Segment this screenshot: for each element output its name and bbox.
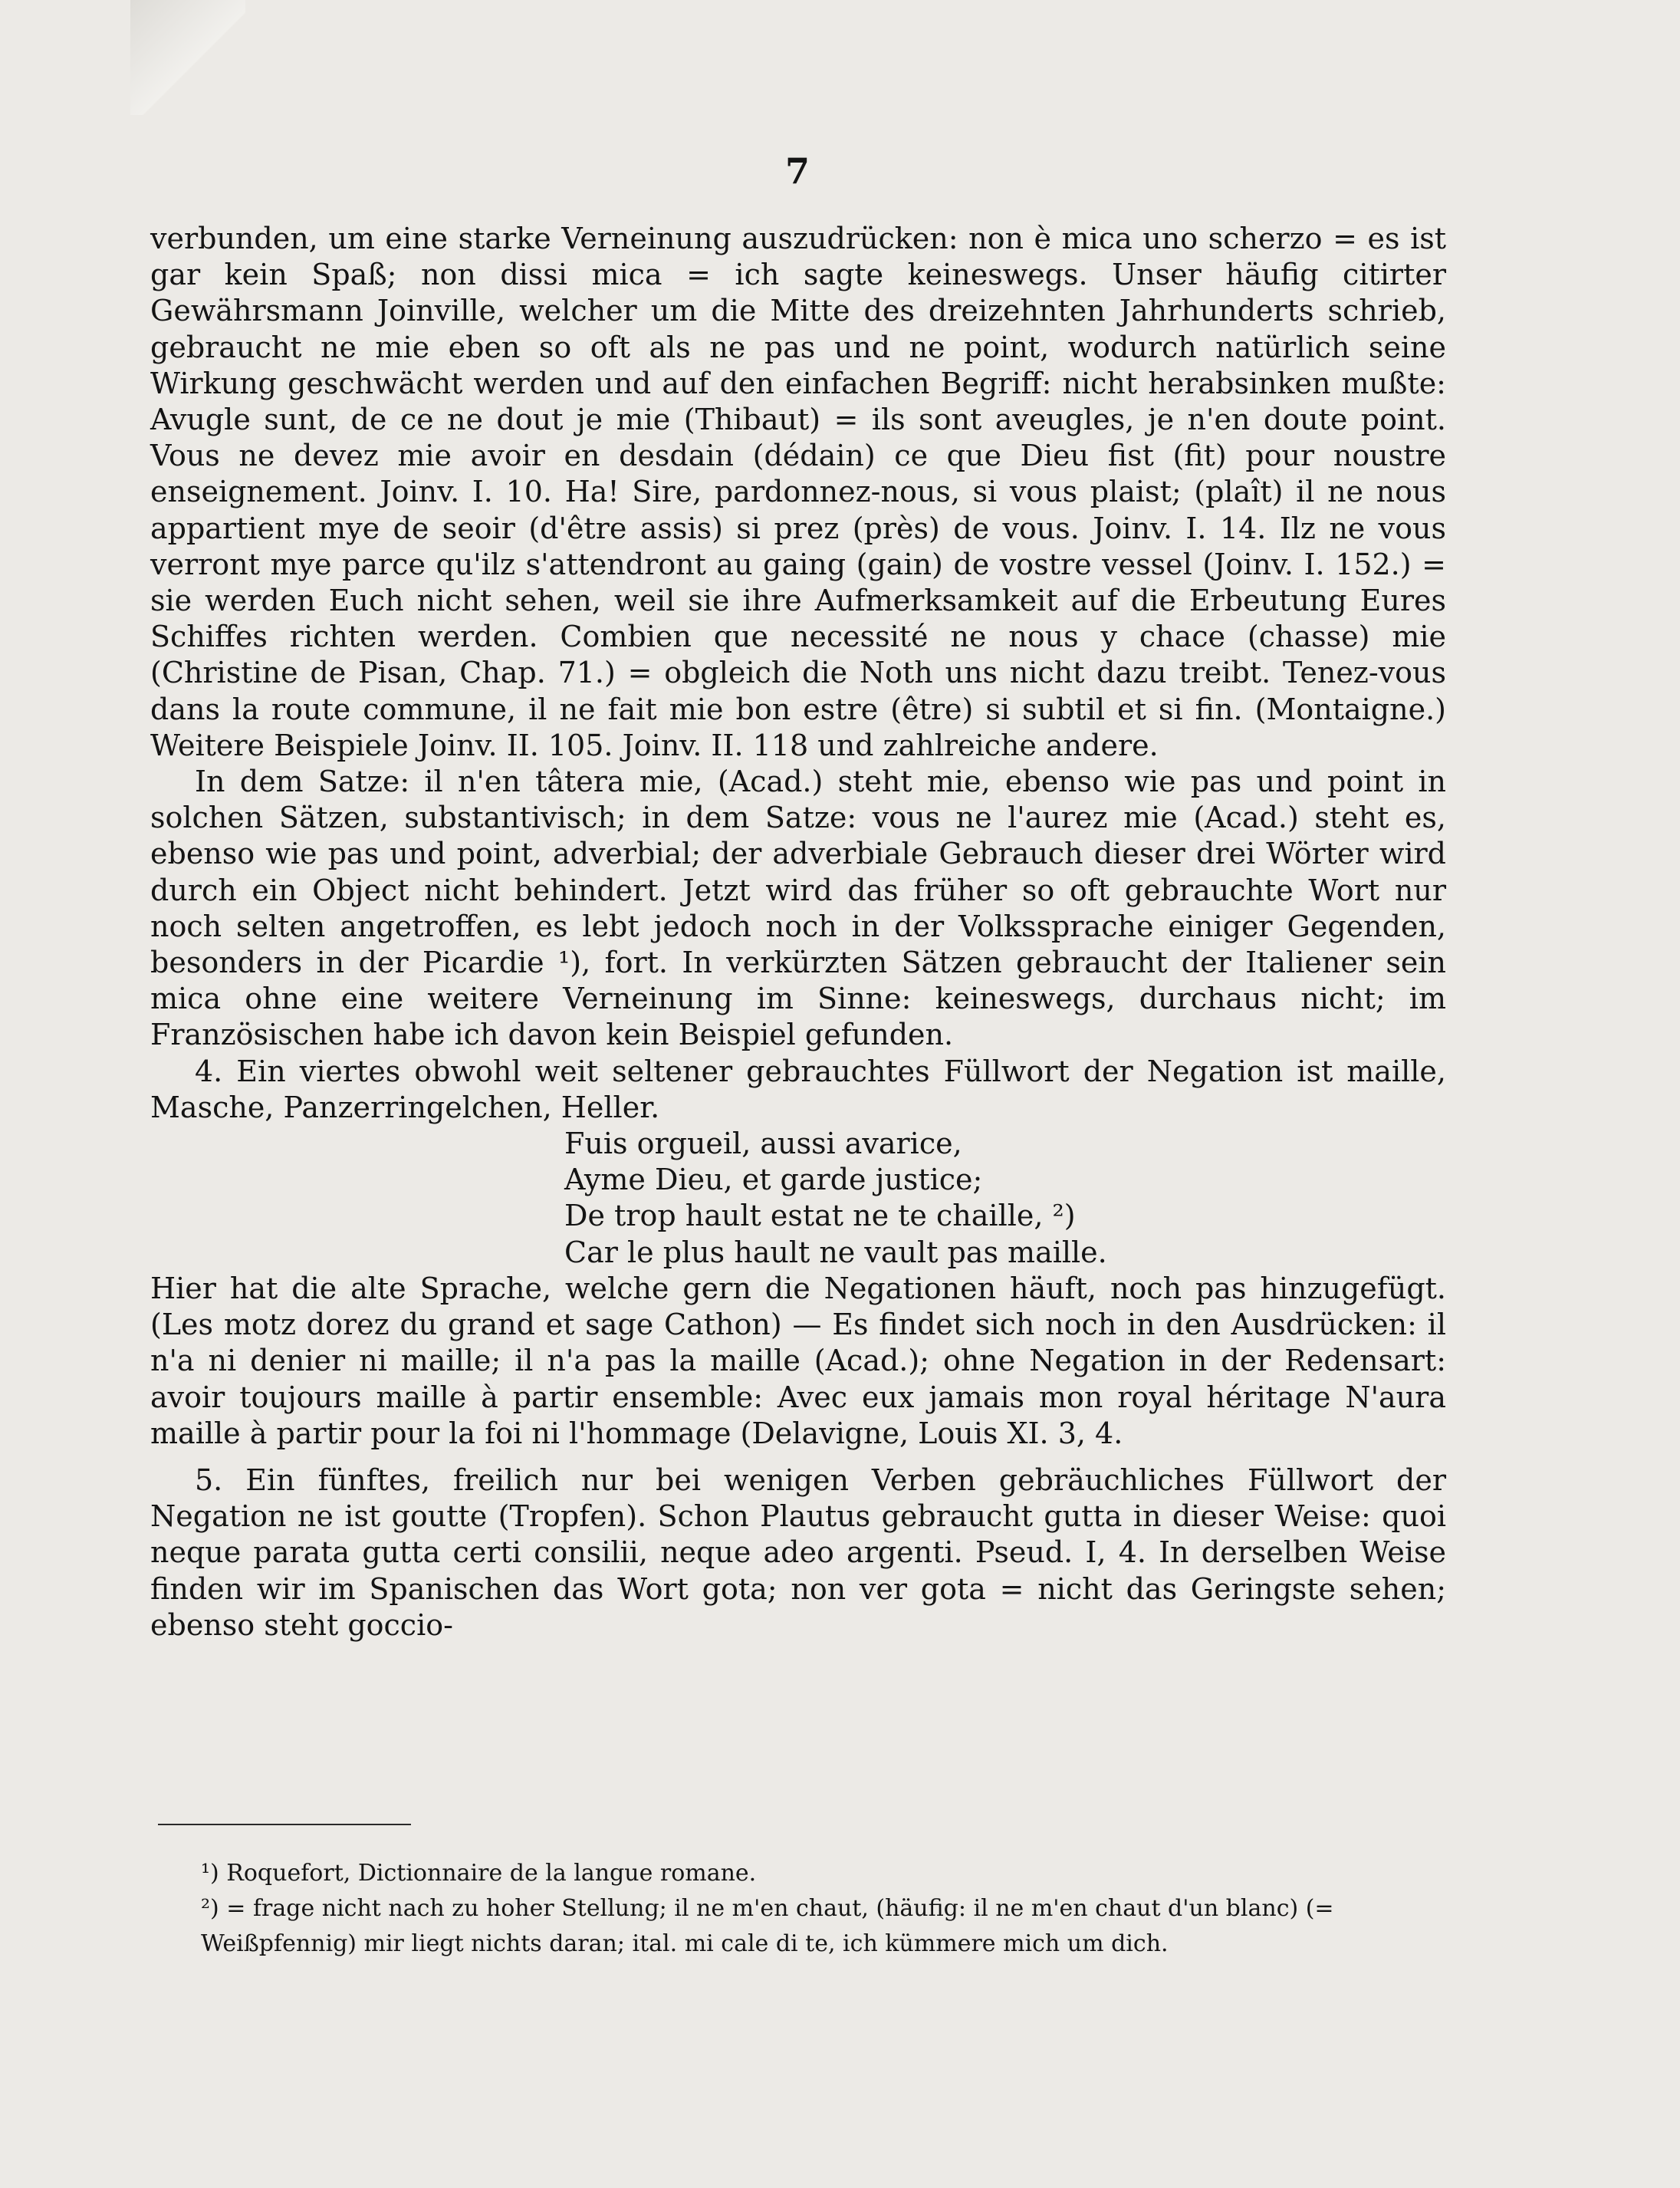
verse-quote xyxy=(150,1126,1446,1271)
paragraph-continuation: verbunden, um eine starke Verneinung auszudrücken: non è mica uno scherzo = es ist gar kein Spaß; non dissi mica = ich sagte keineswegs. Unser häufig citirter Gewährsmann Joinville, welcher um die Mitte des dreizehnten Jahrhunderts schrieb, gebraucht ne mie eben so oft als ne pas und ne point, wodurch natürlich seine Wirkung geschwächt werden und auf den einfachen Begriff: nicht herabsinken mußte: Avugle sunt, de ce ne dout je mie (Thibaut) = ils sont aveugles, je n'en doute point. Vous ne devez mie avoir en desdain (dédain) ce que Dieu fist (fit) pour noustre enseignement. Joinv. I. 10. Ha! Sire, pardonnez-nous, si vous plaist; (plaît) il ne nous appartient mye de seoir (d'être assis) si prez (près) de vous. Joinv. I. 14. Ilz ne vous verront mye parce qu'ilz s'attendront au gaing (gain) de vostre vessel (Joinv. I. 152.) = sie werden Euch nicht sehen, weil sie ihre Aufmerksamkeit auf die Erbeutung Eures Schiffes richten werden. Combien que necessité ne nous y chace (chasse) mie (Christine de Pisan, Chap. 71.) = obgleich die Noth uns nicht dazu treibt. Tenez-vous dans la route commune, il ne fait mie bon estre (être) si subtil et si fin. (Montaigne.) Weitere Beispiele Joinv. II. 105. Joinv. II. 118 und zahlreiche andere. xyxy=(150,222,1446,762)
verse-line: De trop hault estat ne te chaille, ²) xyxy=(564,1199,1076,1233)
verse-line: Fuis orgueil, aussi avarice, xyxy=(564,1127,962,1161)
footnotes xyxy=(158,1856,1446,1962)
paragraph-maille-intro: 4. Ein viertes obwohl weit seltener gebrauchtes Füllwort der Negation ist maille, Masche, Panzerringelchen, Heller. xyxy=(150,1054,1446,1124)
page-corner-stain xyxy=(130,0,245,115)
paragraph-maille-usage: Hier hat die alte Sprache, welche gern die Negationen häuft, noch pas hinzugefügt. (Les motz dorez du grand et sage Cathon) — Es findet sich noch in den Ausdrücken: il n'a ni denier ni maille; il n'a pas la maille (Acad.); ohne Negation in der Redensart: avoir toujours maille à partir ensemble: Avec eux jamais mon royal héritage N'aura maille à partir pour la foi ni l'hommage (Delavigne, Louis XI. 3, 4. xyxy=(150,1271,1446,1450)
paragraph-goutte: 5. Ein fünftes, freilich nur bei wenigen Verben gebräuchliches Füllwort der Negation ne ist goutte (Tropfen). Schon Plautus gebraucht gutta in dieser Weise: quoi neque parata gutta certi consilii, neque adeo argenti. Pseud. I, 4. In derselben Weise finden wir im Spanischen das Wort gota; non ver gota = nicht das Geringste sehen; ebenso steht goccio- xyxy=(150,1463,1446,1642)
verse-line: Ayme Dieu, et garde justice; xyxy=(564,1163,983,1197)
footnote-divider xyxy=(158,1824,411,1825)
footnote-2: ²) = frage nicht nach zu hoher Stellung; il ne m'en chaut, (häufig: il ne m'en chaut d'un blanc) (= Weißpfennig) mir liegt nichts daran; ital. mi cale di te, ich kümmere mich um dich. xyxy=(201,1895,1334,1957)
paragraph-mie-usage: In dem Satze: il n'en tâtera mie, (Acad.) steht mie, ebenso wie pas und point in solchen Sätzen, substantivisch; in dem Satze: vous ne l'aurez mie (Acad.) steht es, ebenso wie pas und point, adverbial; der adverbiale Gebrauch dieser drei Wörter wird durch ein Object nicht behindert. Jetzt wird das früher so oft gebrauchte Wort nur noch selten angetroffen, es lebt jedoch noch in der Volkssprache einiger Gegenden, besonders in der Picardie ¹), fort. In verkürzten Sätzen gebraucht der Italiener sein mica ohne eine weitere Verneinung im Sinne: keineswegs, durchaus nicht; im Französischen habe ich davon kein Beispiel gefunden. xyxy=(150,765,1446,1052)
body-text xyxy=(150,221,1446,1643)
verse-line: Car le plus hault ne vault pas maille. xyxy=(564,1235,1107,1269)
page-number: 7 xyxy=(784,150,810,192)
footnote-1: ¹) Roquefort, Dictionnaire de la langue romane. xyxy=(201,1860,757,1887)
